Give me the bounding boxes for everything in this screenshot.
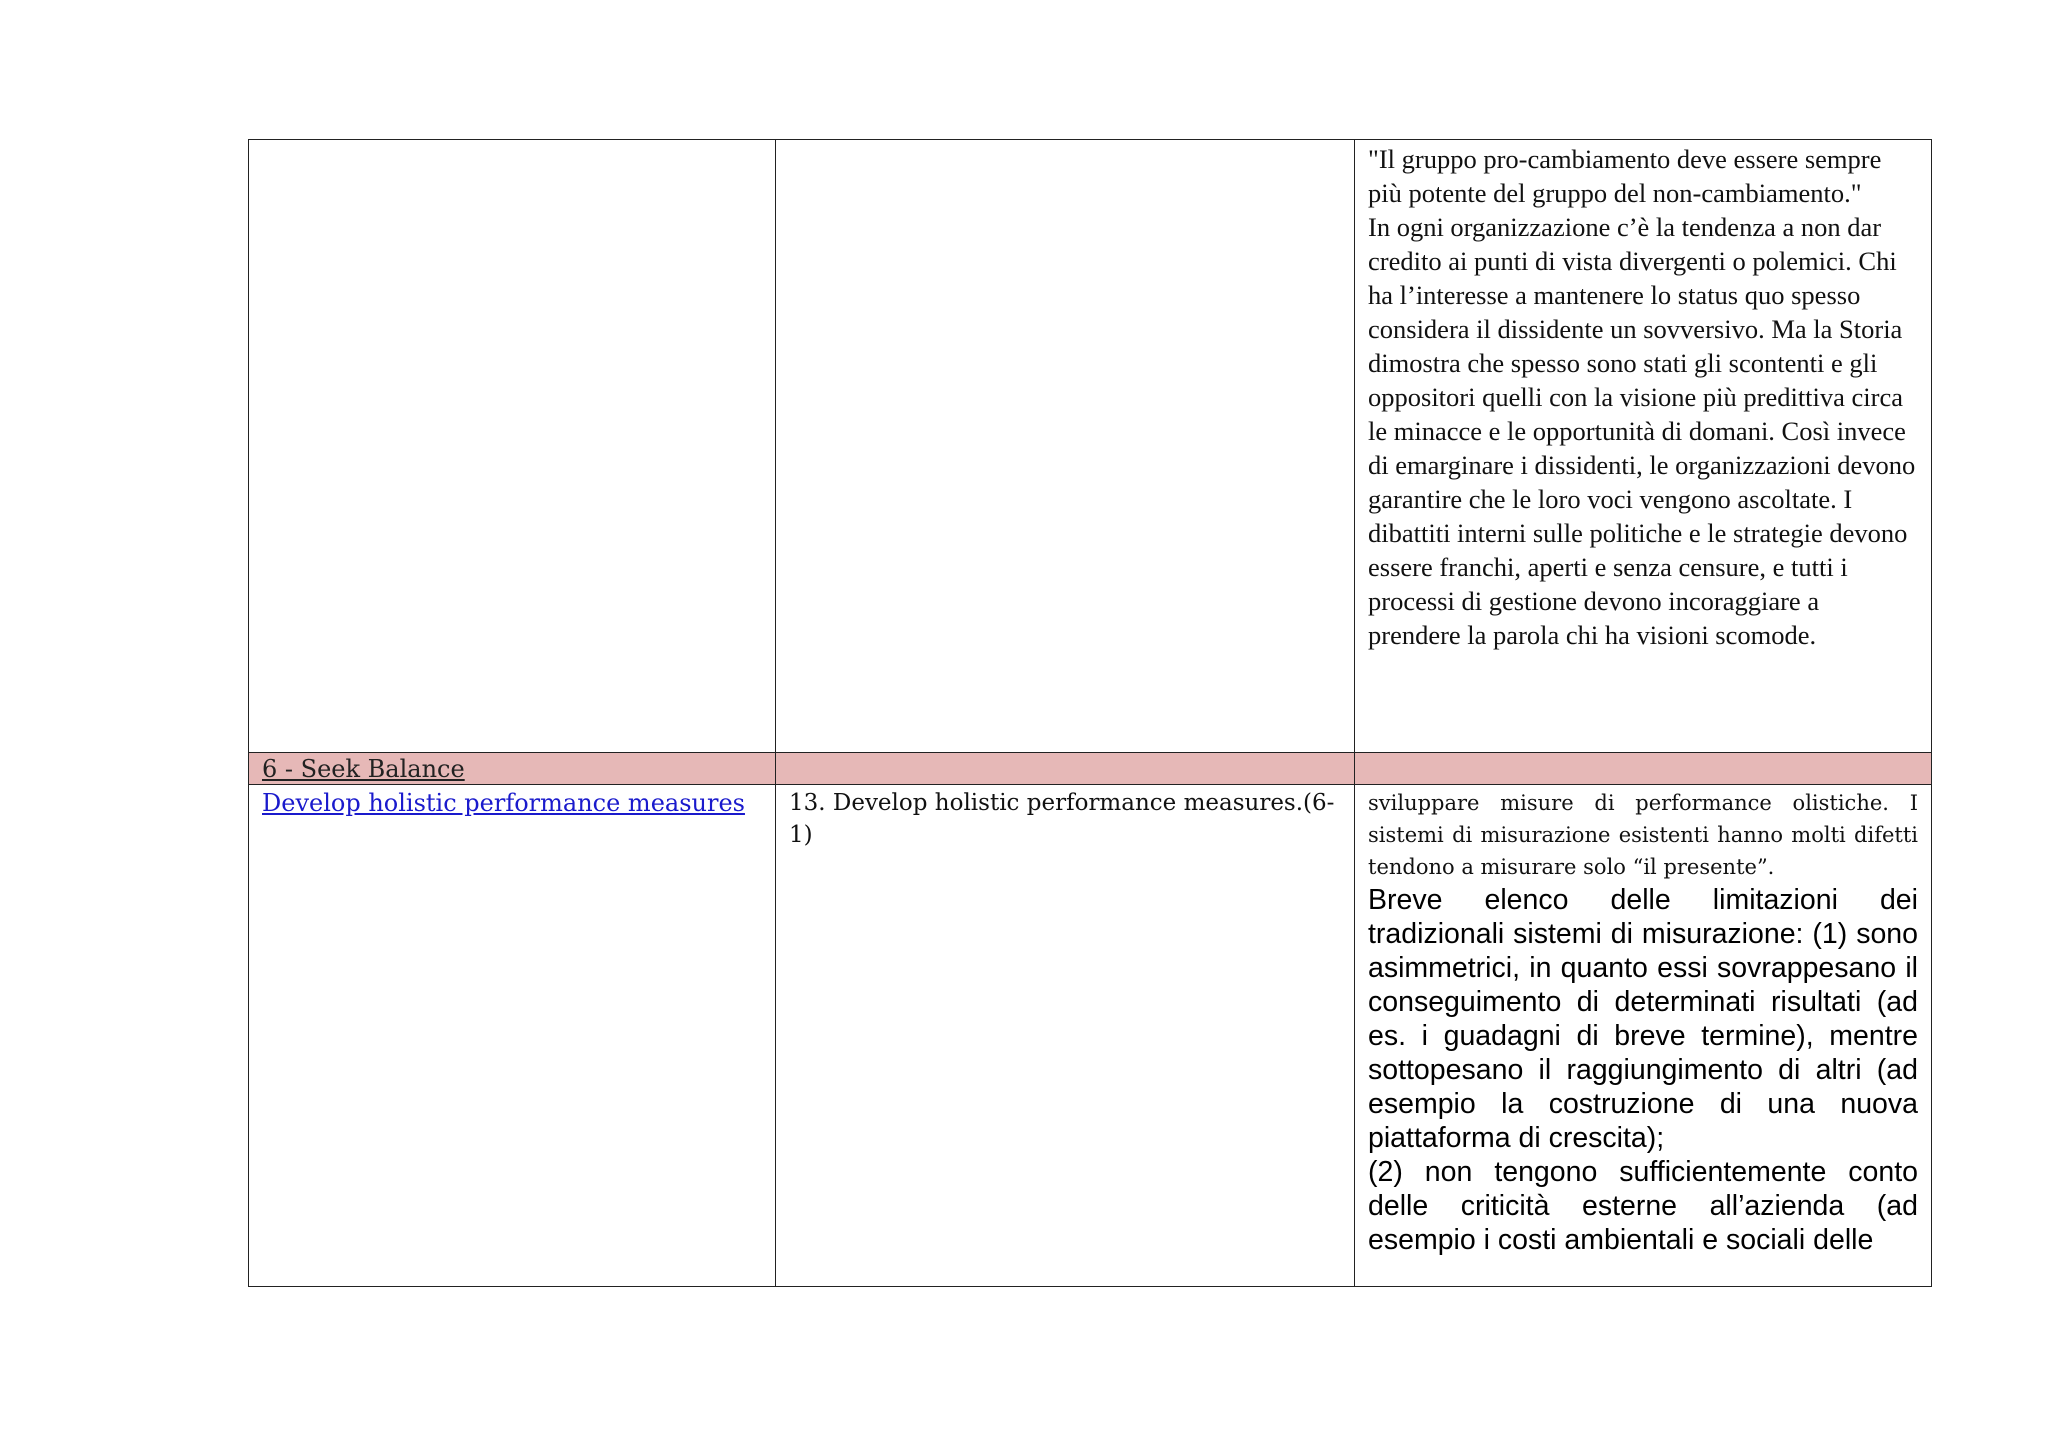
intro-text: sviluppare misure di performance olistiche. I sistemi di misurazione esistenti hanno molti difetti tendono a misurare solo “il presente”. (1368, 791, 1918, 879)
limitations-para-2: (2) non tengono sufficientemente conto delle criticità esterne all’azienda (ad esempio i costi ambientali e sociali delle (1368, 1156, 1918, 1256)
cell-practice (249, 785, 776, 1287)
section-title: 6 - Seek Balance (262, 755, 465, 783)
section-row (249, 753, 1932, 785)
table-row (249, 140, 1932, 753)
cell-explanation (1355, 785, 1932, 1287)
numbered-item-text: 13. Develop holistic performance measures.(6-1) (789, 790, 1335, 848)
description-block (1368, 140, 1918, 652)
table-row (249, 785, 1932, 1287)
cell-description (1355, 140, 1932, 753)
document-table (248, 139, 1932, 1287)
quote-text: "Il gruppo pro-cambiamento deve essere sempre più potente del gruppo del non-cambiamento." (1368, 144, 1882, 208)
limitations-para-1: Breve elenco delle limitazioni dei tradizionali sistemi di misurazione: (1) sono asimmetrici, in quanto essi sovrappesano il conseguimento di determinati risultati (ad es. i guadagni di breve termine), mentre sottopesano il raggiungimento di altri (ad esempio la costruzione di una nuova piattaforma di crescita); (1368, 884, 1918, 1154)
cell-empty-1 (249, 140, 776, 753)
section-empty-cell-2 (776, 753, 1355, 785)
section-empty-cell-3 (1355, 753, 1932, 785)
section-title-cell (249, 753, 776, 785)
explanation-clip (1368, 785, 1918, 1283)
practice-link[interactable]: Develop holistic performance measures (262, 789, 745, 817)
cell-empty-2 (776, 140, 1355, 753)
limitations-text (1368, 883, 1918, 1257)
body-text: In ogni organizzazione c’è la tendenza a non dar credito ai punti di vista divergenti o polemici. Chi ha l’interesse a mantenere lo status quo spesso considera il dissidente un sovversivo. Ma la Storia dimostra che spesso sono stati gli scontenti e gli oppositori quelli con la visione più predittiva circa le minacce e le opportunità di domani. Così invece di emarginare i dissidenti, le organizzazioni devono garantire che le loro voci vengono ascoltate. I dibattiti interni sulle politiche e le strategie devono essere franchi, aperti e senza censure, e tutti i processi di gestione devono incoraggiare a prendere la parola chi ha visioni scomode. (1368, 212, 1916, 650)
cell-numbered-item (776, 785, 1355, 1287)
